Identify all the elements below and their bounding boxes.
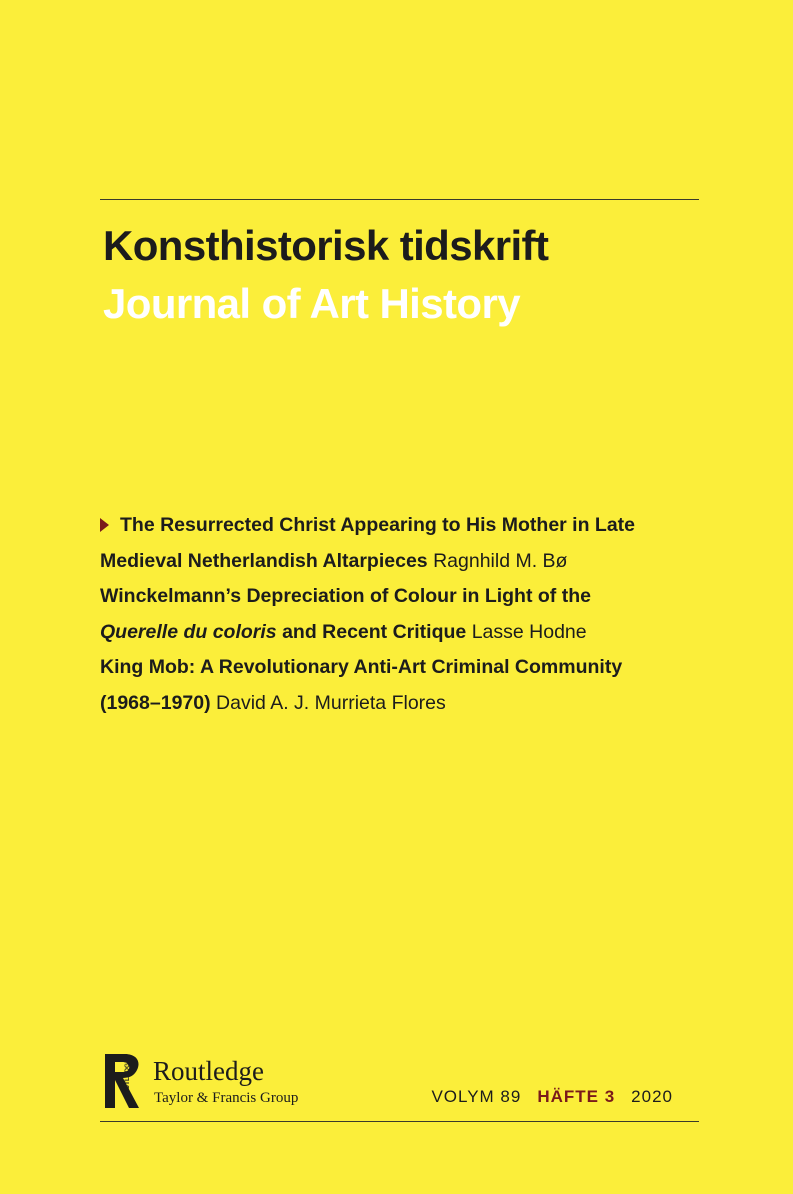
triangle-marker-icon	[100, 518, 109, 532]
journal-title-english: Journal of Art History	[103, 280, 520, 327]
issue-info	[431, 1087, 673, 1107]
article-2-author: Lasse Hodne	[471, 620, 587, 643]
publisher-name: Routledge	[153, 1056, 264, 1086]
routledge-r-mark-icon	[103, 1052, 145, 1112]
volume-label: VOLYM 89	[431, 1087, 522, 1106]
article-3-author: David A. J. Murrieta Flores	[216, 691, 446, 714]
article-3-title-part-2: (1968–1970)	[100, 691, 211, 714]
article-1-line-2	[100, 544, 700, 580]
article-2-title-italic: Querelle du coloris	[100, 620, 277, 643]
article-3-line-2	[100, 686, 700, 722]
top-rule	[100, 199, 699, 200]
article-2-title-part-1: Winckelmann’s Depreciation of Colour in Light of the	[100, 585, 591, 608]
bottom-rule	[100, 1121, 699, 1122]
journal-title-swedish: Konsthistorisk tidskrift	[103, 222, 549, 269]
article-2-title-part-2: and Recent Critique	[282, 620, 467, 643]
routledge-logo	[103, 1052, 343, 1112]
article-3-title-part-1: King Mob: A Revolutionary Anti-Art Criminal Community	[100, 656, 623, 679]
article-1-title-part-1: The Resurrected Christ Appearing to His Mother in Late	[120, 514, 636, 536]
publisher-group: Taylor & Francis Group	[154, 1090, 299, 1106]
article-2-line-1	[100, 579, 700, 615]
issue-number: HÄFTE 3	[537, 1087, 616, 1106]
article-3-line-1	[100, 650, 700, 686]
routledge-mark-text: ROUTLEDGE	[124, 1058, 131, 1100]
article-2-line-2	[100, 615, 700, 651]
article-1-author: Ragnhild M. Bø	[433, 549, 568, 572]
article-1-title-part-2: Medieval Netherlandish Altarpieces	[100, 549, 428, 572]
article-1-line-1	[100, 508, 700, 544]
issue-year: 2020	[631, 1087, 673, 1106]
table-of-contents	[100, 508, 700, 722]
